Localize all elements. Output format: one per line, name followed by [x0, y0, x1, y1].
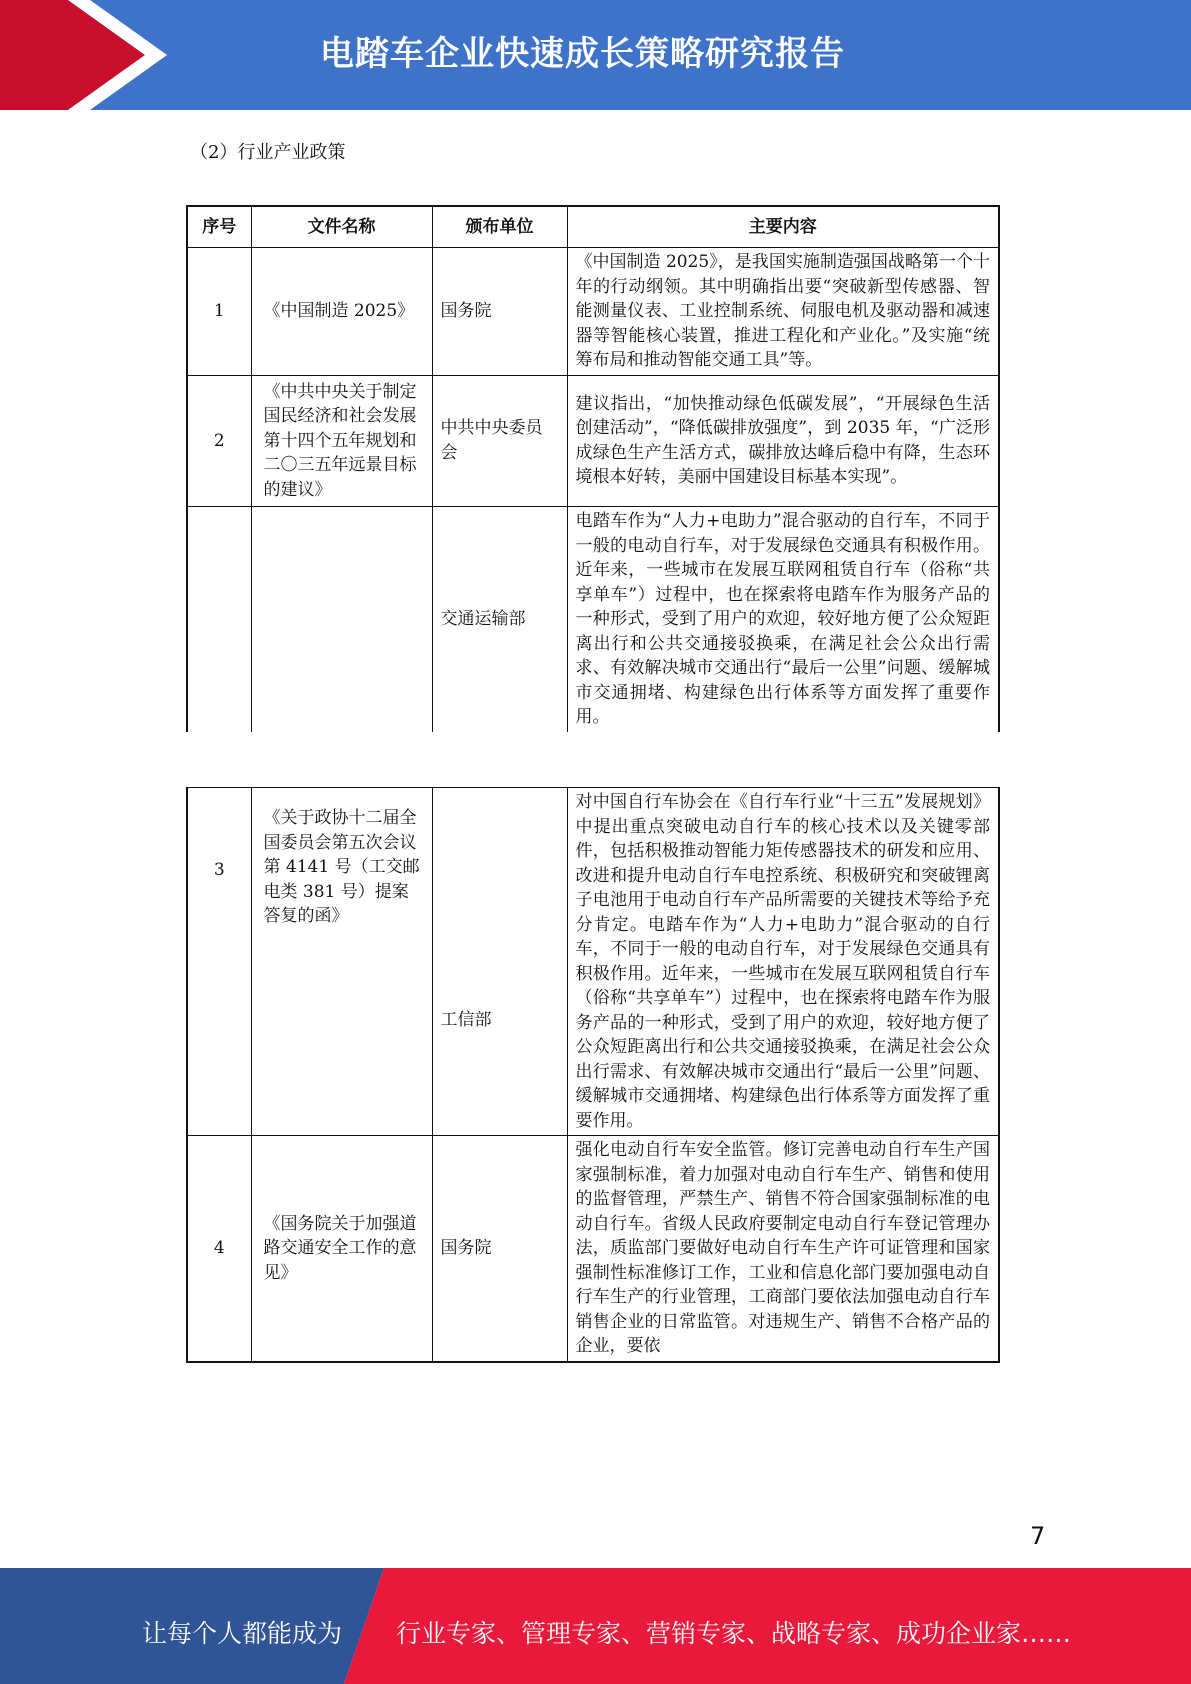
- table-row: [187, 375, 999, 507]
- document-name: 《国务院关于加强道路交通安全工作的意见》: [251, 1136, 432, 1362]
- issuer: 交通运输部: [432, 507, 567, 732]
- row-number: 2: [187, 375, 251, 507]
- issuer: 中共中央委员会: [432, 375, 567, 507]
- main-content: 电踏车作为“人力+电助力”混合驱动的自行车，不同于一般的电动自行车，对于发展绿色交通具有积极作用。近年来，一些城市在发展互联网租赁自行车（俗称“共享单车”）过程中，也在探索将电踏车作为服务产品的一种形式，受到了用户的欢迎，较好地方便了公众短距离出行和公共交通接驳换乘，在满足社会公众出行需求、有效解决城市交通出行“最后一公里”问题、缓解城市交通拥堵、构建绿色出行体系等方面发挥了重要作用。: [567, 507, 999, 732]
- section-heading: （2）行业产业政策: [190, 142, 346, 163]
- header-main-content: 主要内容: [567, 206, 999, 248]
- table-row: [187, 507, 999, 732]
- main-content: 《中国制造 2025》，是我国实施制造强国战略第一个十年的行动纲领。其中明确指出要“突破新型传感器、智能测量仪表、工业控制系统、伺服电机及驱动器和减速器等智能核心装置，推进工程化和产业化。”及实施“统筹布局和推动智能交通工具”等。: [567, 248, 999, 376]
- row-number: 3: [187, 788, 251, 1136]
- footer-slogan-right: 行业专家、管理专家、营销专家、战略专家、成功企业家……: [396, 1619, 1072, 1648]
- header-number: 序号: [187, 206, 251, 248]
- header-issuer: 颁布单位: [432, 206, 567, 248]
- issuer: 国务院: [432, 1136, 567, 1362]
- document-name: 《关于政协十二届全国委员会第五次会议第 4141 号（工交邮电类 381 号）提案答复的函》: [251, 788, 432, 1136]
- page-number: 7: [1030, 1522, 1046, 1550]
- footer-slogan-left: 让每个人都能成为: [142, 1619, 343, 1648]
- policy-table-part2: [186, 787, 1000, 1363]
- row-number: 1: [187, 248, 251, 376]
- document-name: 《中国制造 2025》: [251, 248, 432, 376]
- table-row: [187, 1136, 999, 1362]
- report-title: 电踏车企业快速成长策略研究报告: [320, 34, 845, 74]
- policy-table-part1: [186, 205, 1000, 732]
- header-document-name: 文件名称: [251, 206, 432, 248]
- issuer: 工信部: [432, 788, 567, 1136]
- main-content: 对中国自行车协会在《自行车行业“十三五”发展规划》中提出重点突破电动自行车的核心技术以及关键零部件，包括积极推动智能力矩传感器技术的研发和应用、改进和提升电动自行车电控系统、积极研究和突破锂离子电池用于电动自行车产品所需要的关键技术等给予充分肯定。电踏车作为“人力+电助力”混合驱动的自行车，不同于一般的电动自行车，对于发展绿色交通具有积极作用。近年来，一些城市在发展互联网租赁自行车（俗称“共享单车”）过程中，也在探索将电踏车作为服务产品的一种形式，受到了用户的欢迎，较好地方便了公众短距离出行和公共交通接驳换乘，在满足社会公众出行需求、有效解决城市交通出行“最后一公里”问题、缓解城市交通拥堵、构建绿色出行体系等方面发挥了重要作用。: [567, 788, 999, 1136]
- table-header-row: [187, 206, 999, 248]
- document-name: [251, 507, 432, 732]
- table-row: [187, 248, 999, 376]
- table-row: [187, 788, 999, 1136]
- header-banner: [0, 0, 1191, 110]
- main-content: 强化电动自行车安全监管。修订完善电动自行车生产国家强制标准，着力加强对电动自行车生产、销售和使用的监督管理，严禁生产、销售不符合国家强制标准的电动自行车。省级人民政府要制定电动自行车登记管理办法，质监部门要做好电动自行车生产许可证管理和国家强制性标准修订工作，工业和信息化部门要加强电动自行车生产的行业管理，工商部门要依法加强电动自行车销售企业的日常监管。对违规生产、销售不合格产品的企业，要依: [567, 1136, 999, 1362]
- main-content: 建议指出，“加快推动绿色低碳发展”，“开展绿色生活创建活动”，“降低碳排放强度”，到 2035 年，“广泛形成绿色生产生活方式，碳排放达峰后稳中有降，生态环境根本好转，美丽中国建设目标基本实现”。: [567, 375, 999, 507]
- issuer: 国务院: [432, 248, 567, 376]
- document-name: 《中共中央关于制定国民经济和社会发展第十四个五年规划和二〇三五年远景目标的建议》: [251, 375, 432, 507]
- row-number: 4: [187, 1136, 251, 1362]
- row-number: [187, 507, 251, 732]
